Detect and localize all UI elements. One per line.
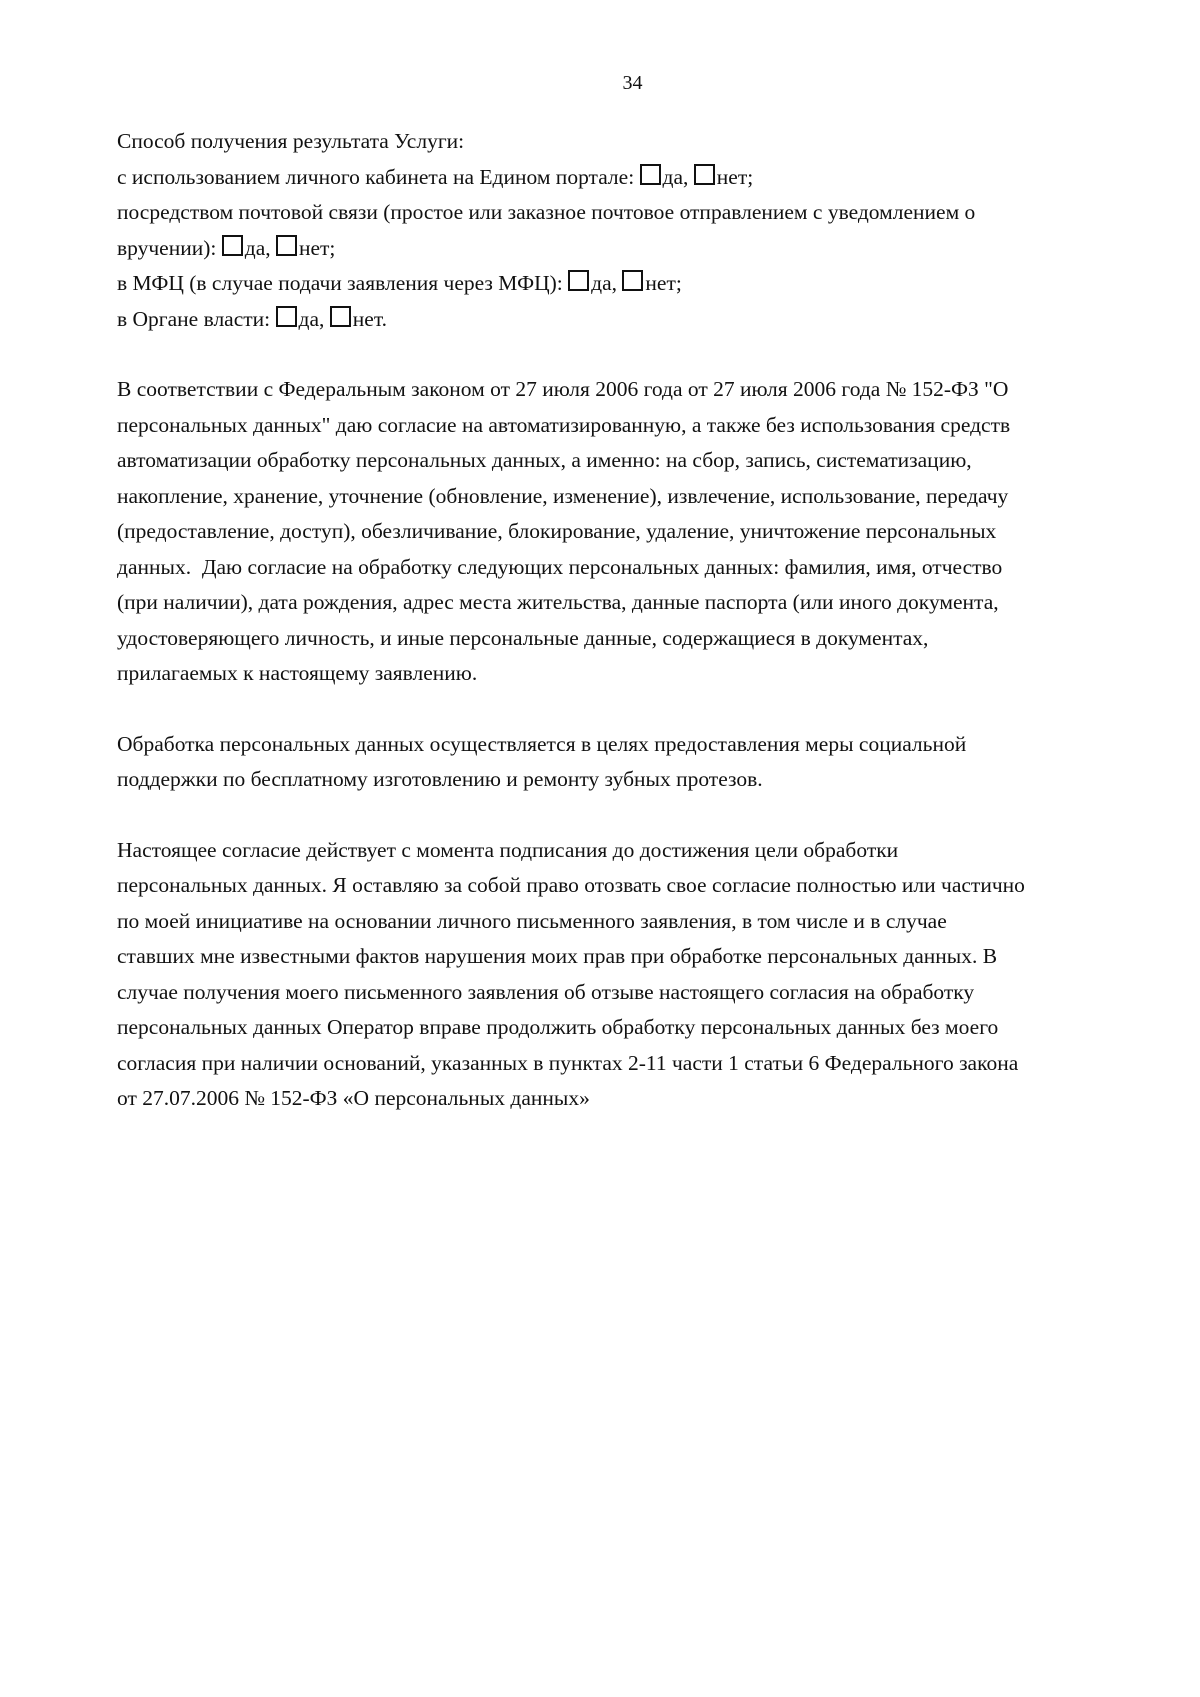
consent-line: В соответствии с Федеральным законом от 27 июля 2006 года от 27 июля 2006 года № 152-ФЗ "О: [117, 377, 1009, 401]
option-mail-label-line2: вручении):: [117, 235, 217, 260]
purpose-line: Обработка персональных данных осуществляется в целях предоставления меры социальной: [117, 731, 967, 756]
validity-line: по моей инициативе на основании личного письменного заявления, в том числе и в случае: [117, 908, 947, 933]
option-authority-label: в Органе власти:: [117, 306, 271, 331]
consent-line: данных. Даю согласие на обработку следующих персональных данных: фамилия, имя, отчество: [117, 554, 1003, 579]
purpose-line: поддержки по бесплатному изготовлению и ремонту зубных протезов.: [117, 767, 763, 791]
option-portal-label: с использованием личного кабинета на Едином портале:: [117, 164, 635, 189]
document-body: [117, 124, 1147, 1117]
spacer: [117, 798, 1147, 833]
option-mail-label-line1: посредством почтовой связи (простое или заказное почтовое отправлением с уведомлением о: [117, 200, 976, 224]
option-mfc: [117, 266, 1147, 302]
checkbox-mail-no[interactable]: [276, 235, 297, 256]
spacer: [117, 692, 1147, 727]
result-method-heading: Способ получения результата Услуги:: [117, 129, 465, 153]
option-mail: [117, 231, 1147, 267]
validity-line: согласия при наличии оснований, указанных в пунктах 2-11 части 1 статьи 6 Федерального закона: [117, 1050, 1019, 1075]
consent-line: удостоверяющего личность, и иные персональные данные, содержащиеся в документах,: [117, 625, 929, 650]
checkbox-mail-yes[interactable]: [222, 235, 243, 256]
option-portal-yes-label: да,: [662, 164, 689, 189]
consent-line: персональных данных" даю согласие на автоматизированную, а также без использования средств: [117, 412, 1011, 437]
checkbox-authority-yes[interactable]: [276, 306, 297, 327]
validity-line: Настоящее согласие действует с момента подписания до достижения цели обработки: [117, 837, 899, 862]
option-authority: [117, 302, 1147, 338]
option-mfc-label: в МФЦ (в случае подачи заявления через МФЦ):: [117, 271, 563, 295]
validity-paragraph: [117, 833, 1147, 1117]
consent-paragraph: [117, 372, 1147, 692]
validity-line: персональных данных. Я оставляю за собой право отозвать свое согласие полностью или частично: [117, 873, 1025, 897]
spacer: [117, 337, 1147, 372]
purpose-paragraph: [117, 727, 1147, 798]
consent-line: автоматизации обработку персональных данных, а именно: на сбор, запись, систематизацию,: [117, 448, 972, 472]
checkbox-portal-no[interactable]: [694, 164, 715, 185]
consent-line: (при наличии), дата рождения, адрес места жительства, данные паспорта (или иного документа,: [117, 590, 999, 614]
option-mail-yes-label: да,: [244, 235, 271, 260]
checkbox-mfc-no[interactable]: [622, 270, 643, 291]
checkbox-portal-yes[interactable]: [640, 164, 661, 185]
option-authority-yes-label: да,: [298, 306, 325, 331]
option-mfc-no-label: нет;: [645, 271, 682, 295]
option-portal: [117, 160, 1147, 196]
option-authority-no-label: нет.: [352, 306, 387, 331]
validity-line: от 27.07.2006 № 152-ФЗ «О персональных данных»: [117, 1086, 590, 1110]
option-portal-no-label: нет;: [716, 164, 754, 189]
validity-line: персональных данных Оператор вправе продолжить обработку персональных данных без моего: [117, 1015, 999, 1039]
checkbox-mfc-yes[interactable]: [568, 270, 589, 291]
page-number: 34: [622, 72, 643, 94]
validity-line: случае получения моего письменного заявления об отзыве настоящего согласия на обработку: [117, 979, 975, 1004]
consent-line: накопление, хранение, уточнение (обновление, изменение), извлечение, использование, передачу: [117, 483, 1009, 508]
consent-line: (предоставление, доступ), обезличивание, блокирование, удаление, уничтожение персональных: [117, 519, 997, 543]
consent-line: прилагаемых к настоящему заявлению.: [117, 661, 478, 685]
option-mfc-yes-label: да,: [591, 271, 618, 295]
validity-line: ставших мне известными фактов нарушения моих прав при обработке персональных данных. В: [117, 944, 998, 968]
checkbox-authority-no[interactable]: [330, 306, 351, 327]
result-method-section: [117, 124, 1147, 337]
option-mail-no-label: нет;: [298, 235, 336, 260]
